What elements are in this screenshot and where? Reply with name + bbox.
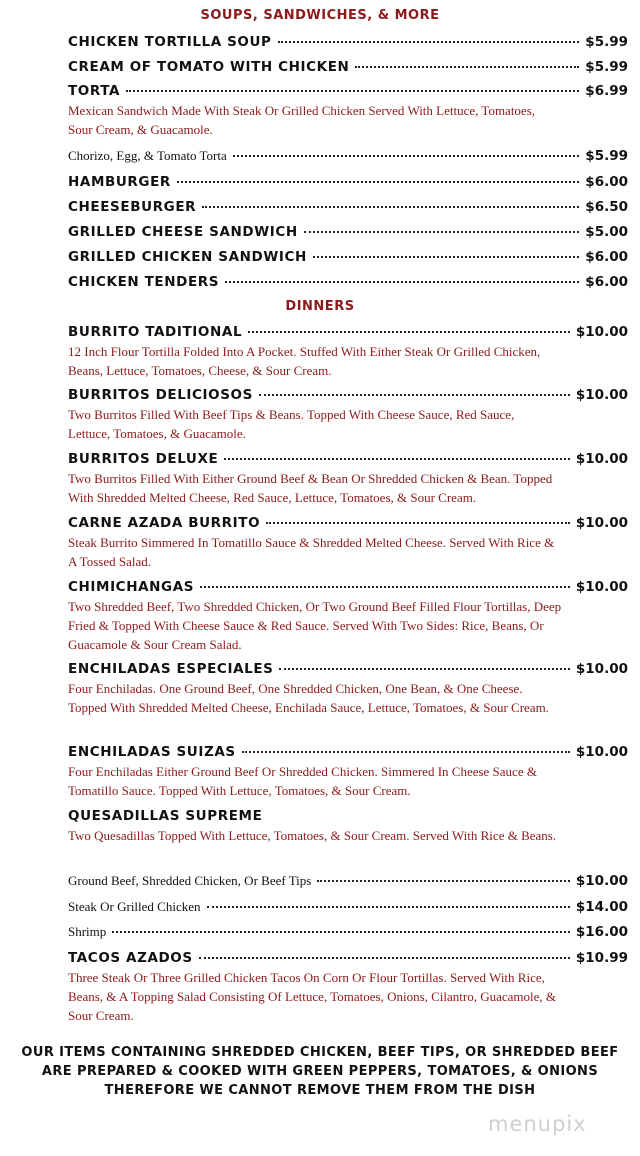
section-title-dinners: DINNERS bbox=[285, 299, 355, 314]
item-description: Two Burritos Filled With Either Ground Beef & Bean Or Shredded Chicken & Bean. Topped With Shredded Melted Cheese, Red Sauce, Lettuce, Tomatoes, & Sour Cream. bbox=[68, 471, 553, 505]
menu-item-tacos-azados bbox=[68, 950, 628, 968]
item-name: CHIMICHANGAS bbox=[68, 579, 195, 595]
item-description: Four Enchiladas Either Ground Beef Or Shredded Chicken. Simmered In Cheese Sauce & Tomatillo Sauce. Topped With Lettuce, Tomatoes, & Sour Cream. bbox=[68, 764, 537, 798]
item-price: $10.00 bbox=[575, 744, 628, 760]
item-price: $10.00 bbox=[575, 515, 628, 531]
item-description: Two Shredded Beef, Two Shredded Chicken, Or Two Ground Beef Filled Flour Tortillas, Deep Fried & Topped With Cheese Sauce & Red Sauce. Served With Two Sides: Rice, Beans, Or Guacamole & Sour Cream Salad. bbox=[68, 599, 562, 652]
item-price: $10.00 bbox=[575, 579, 628, 595]
item-name: BURRITO TADITIONAL bbox=[68, 324, 243, 340]
dot-leader bbox=[207, 906, 570, 908]
item-name: TACOS AZADOS bbox=[68, 950, 193, 966]
menu-item-quesadilla-ground-beef bbox=[68, 873, 628, 891]
item-name: CARNE AZADA BURRITO bbox=[68, 515, 261, 531]
item-price: $6.00 bbox=[585, 274, 628, 290]
item-description: 12 Inch Flour Tortilla Folded Into A Pocket. Stuffed With Either Steak Or Grilled Chicken, Beans, Lettuce, Tomatoes, Cheese, & Sour Cream. bbox=[68, 344, 541, 378]
menu-item-chorizo-torta bbox=[68, 148, 628, 166]
item-price: $10.00 bbox=[575, 661, 628, 677]
item-name: GRILLED CHEESE SANDWICH bbox=[68, 224, 298, 240]
dot-leader bbox=[317, 880, 570, 882]
dot-leader bbox=[112, 931, 570, 933]
menu-item-torta bbox=[68, 83, 628, 101]
dot-leader bbox=[225, 281, 579, 283]
dot-leader bbox=[199, 957, 570, 959]
dot-leader bbox=[233, 155, 580, 157]
dot-leader bbox=[278, 41, 580, 43]
menu-item-chimichangas bbox=[68, 579, 628, 597]
item-name: TORTA bbox=[68, 83, 121, 99]
dot-leader bbox=[266, 522, 570, 524]
dot-leader bbox=[242, 751, 570, 753]
menu-item-chicken-tortilla-soup bbox=[68, 34, 628, 52]
item-price: $6.99 bbox=[585, 83, 628, 99]
dot-leader bbox=[304, 231, 580, 233]
item-name: Steak Or Grilled Chicken bbox=[68, 899, 201, 914]
item-description: Mexican Sandwich Made With Steak Or Grilled Chicken Served With Lettuce, Tomatoes, Sour Cream, & Guacamole. bbox=[68, 103, 536, 137]
menu-item-hamburger bbox=[68, 174, 628, 192]
item-price: $10.00 bbox=[575, 324, 628, 340]
dot-leader bbox=[202, 206, 579, 208]
menu-item-quesadilla-shrimp bbox=[68, 924, 628, 942]
menu-item-quesadilla-steak bbox=[68, 899, 628, 917]
menu-item-grilled-cheese bbox=[68, 224, 628, 242]
menu-item-carne-azada-burrito bbox=[68, 515, 628, 533]
menu-item-grilled-chicken-sandwich bbox=[68, 249, 628, 267]
item-price: $5.99 bbox=[585, 148, 628, 164]
dot-leader bbox=[248, 331, 570, 333]
item-description: Two Quesadillas Topped With Lettuce, Tomatoes, & Sour Cream. Served With Rice & Beans. bbox=[68, 828, 557, 843]
menu-item-chicken-tenders bbox=[68, 274, 628, 292]
item-price: $10.00 bbox=[575, 451, 628, 467]
item-price: $6.00 bbox=[585, 249, 628, 265]
item-price: $10.00 bbox=[575, 387, 628, 403]
item-price: $5.99 bbox=[585, 34, 628, 50]
dot-leader bbox=[279, 668, 569, 670]
item-price: $10.99 bbox=[575, 950, 628, 966]
item-price: $6.00 bbox=[585, 174, 628, 190]
item-description: Two Burritos Filled With Beef Tips & Beans. Topped With Cheese Sauce, Red Sauce, Lettuce, Tomatoes, & Guacamole. bbox=[68, 407, 515, 441]
item-price: $5.99 bbox=[585, 59, 628, 75]
item-description: Steak Burrito Simmered In Tomatillo Sauce & Shredded Melted Cheese. Served With Rice & A Tossed Salad. bbox=[68, 535, 555, 569]
item-name: Shrimp bbox=[68, 924, 107, 939]
item-name: CHEESEBURGER bbox=[68, 199, 197, 215]
dot-leader bbox=[126, 90, 579, 92]
item-price: $16.00 bbox=[575, 924, 628, 940]
item-name: BURRITOS DELICIOSOS bbox=[68, 387, 253, 403]
item-name: ENCHILADAS ESPECIALES bbox=[68, 661, 274, 677]
item-name: HAMBURGER bbox=[68, 174, 171, 190]
menu-item-cheeseburger bbox=[68, 199, 628, 217]
item-price: $5.00 bbox=[585, 224, 628, 240]
item-name: CHICKEN TORTILLA SOUP bbox=[68, 34, 272, 50]
menu-item-burritos-deliciosos bbox=[68, 387, 628, 405]
item-name: ENCHILADAS SUIZAS bbox=[68, 744, 236, 760]
item-name: BURRITOS DELUXE bbox=[68, 451, 219, 467]
section-title-soups: SOUPS, SANDWICHES, & MORE bbox=[200, 8, 440, 23]
dot-leader bbox=[259, 394, 570, 396]
dot-leader bbox=[177, 181, 579, 183]
item-description: Four Enchiladas. One Ground Beef, One Shredded Chicken, One Bean, & One Cheese. Topped With Shredded Melted Cheese, Enchilada Sauce, Lettuce, Tomatoes, & Sour Cream. bbox=[68, 681, 549, 715]
dot-leader bbox=[224, 458, 570, 460]
item-price: $14.00 bbox=[575, 899, 628, 915]
watermark: menupix bbox=[488, 1112, 587, 1136]
menu-item-burritos-deluxe bbox=[68, 451, 628, 469]
item-name: CHICKEN TENDERS bbox=[68, 274, 220, 290]
dot-leader bbox=[355, 66, 579, 68]
menu-item-burrito-taditional bbox=[68, 324, 628, 342]
item-description: Three Steak Or Three Grilled Chicken Tacos On Corn Or Flour Tortillas. Served With Rice, Beans, & A Topping Salad Consisting Of Lettuce, Tomatoes, Onions, Cilantro, Guacamole, & Sour Cream. bbox=[68, 970, 557, 1023]
item-name: Ground Beef, Shredded Chicken, Or Beef Tips bbox=[68, 873, 312, 888]
item-price: $10.00 bbox=[575, 873, 628, 889]
menu-item-cream-of-tomato bbox=[68, 59, 628, 77]
item-price: $6.50 bbox=[585, 199, 628, 215]
dot-leader bbox=[200, 586, 570, 588]
item-name: Chorizo, Egg, & Tomato Torta bbox=[68, 148, 227, 163]
menu-item-quesadillas-supreme bbox=[68, 808, 628, 826]
menu-item-enchiladas-suizas bbox=[68, 744, 628, 762]
menu-item-enchiladas-especiales bbox=[68, 661, 628, 679]
item-name: GRILLED CHICKEN SANDWICH bbox=[68, 249, 307, 265]
allergen-notice: OUR ITEMS CONTAINING SHREDDED CHICKEN, BEEF TIPS, OR SHREDDED BEEF ARE PREPARED & COOKED WITH GREEN PEPPERS, TOMATOES, & ONIONS THEREFORE WE CANNOT REMOVE THEM FROM THE DISH bbox=[21, 1045, 619, 1098]
item-name: QUESADILLAS SUPREME bbox=[68, 808, 263, 824]
dot-leader bbox=[313, 256, 579, 258]
item-name: CREAM OF TOMATO WITH CHICKEN bbox=[68, 59, 350, 75]
